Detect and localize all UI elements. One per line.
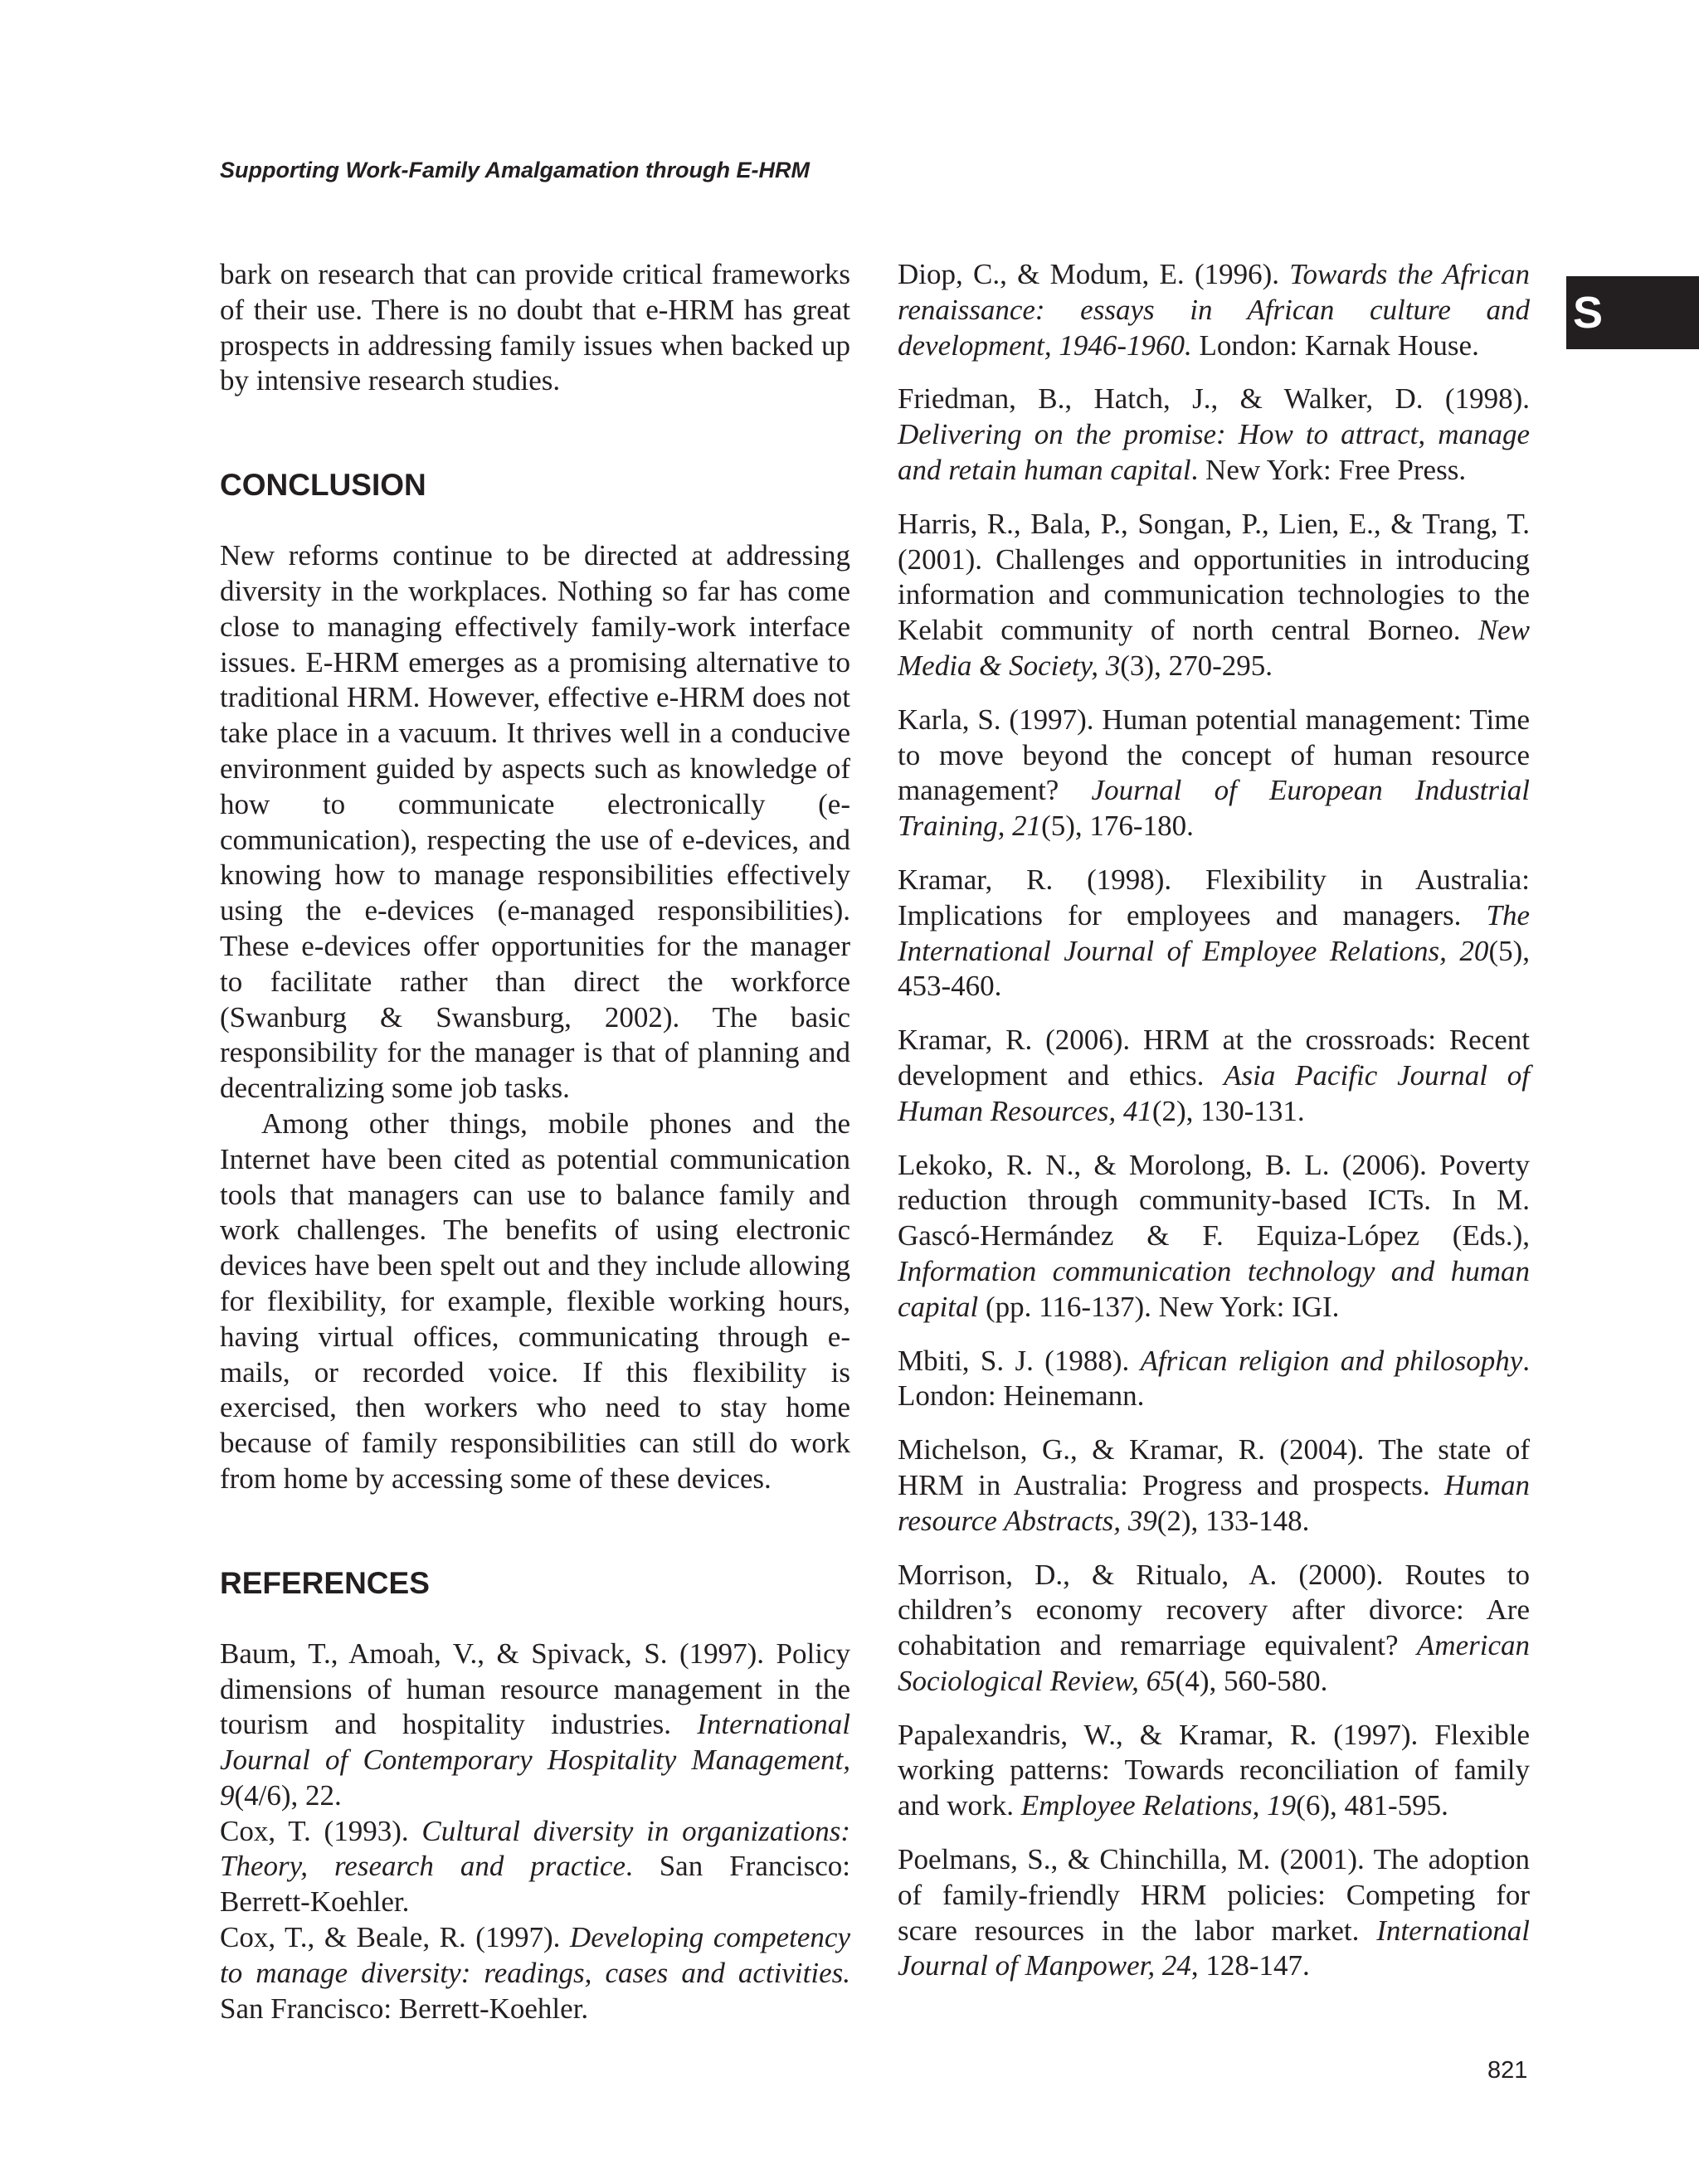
reference-entry: Papalexandris, W., & Kramar, R. (1997). Flexible working patterns: Towards reconciliation of family and work. Employee Relations, 19(6), 481-595. xyxy=(898,1718,1530,1822)
reference-entry: Poelmans, S., & Chinchilla, M. (2001). The adoption of family-friendly HRM policies: Competing for scare resources in the labor market. International Journal of Manpower, 24, 128-147. xyxy=(898,1843,1530,1982)
reference-entry: Cox, T. (1993). Cultural diversity in organizations: Theory, research and practice. San Francisco: Berrett-Koehler. xyxy=(220,1814,851,1919)
conclusion-paragraph-1: New reforms continue to be directed at addressing diversity in the workplaces. Nothing so far has come close to managing effectively family-work interface issues. E-HRM emerges as a promising alternative to traditional HRM. However, effective e-HRM does not take place in a vacuum. It thrives well in a conducive environment guided by aspects such as knowledge of how to communicate electronically (e-communication), respecting the use of e-devices, and knowing how to manage responsibilities effectively using the e-devices (e-managed responsibilities). These e-devices offer opportunities for the manager to facilitate rather than direct the workforce (Swanburg & Swansburg, 2002). The basic responsibility for the manager is that of planning and decentralizing some job tasks. xyxy=(220,539,850,1105)
running-head: Supporting Work-Family Amalgamation through E-HRM xyxy=(220,158,810,182)
reference-entry: Friedman, B., Hatch, J., & Walker, D. (1998). Delivering on the promise: How to attract, manage and retain human capital. New York: Free Press. xyxy=(898,382,1530,486)
references-heading: REFERENCES xyxy=(220,1565,430,1600)
intro-paragraph: bark on research that can provide critical frameworks of their use. There is no doubt that e-HRM has great prospects in addressing family issues when backed up by intensive research studies. xyxy=(220,258,850,397)
left-column xyxy=(220,257,850,2026)
reference-entry: Karla, S. (1997). Human potential management: Time to move beyond the concept of human resource management? Journal of European Industrial Training, 21(5), 176-180. xyxy=(898,703,1530,843)
right-column xyxy=(898,257,1530,2002)
conclusion-heading: CONCLUSION xyxy=(220,468,426,503)
reference-entry: Diop, C., & Modum, E. (1996). Towards the African renaissance: essays in African culture and development, 1946-1960. London: Karnak House. xyxy=(898,258,1530,362)
conclusion-paragraph-2: Among other things, mobile phones and the Internet have been cited as potential communication tools that managers can use to balance family and work challenges. The benefits of using electronic devices have been spelt out and they include allowing for flexibility, for example, flexible working hours, having virtual offices, communicating through e-mails, or recorded voice. If this flexibility is exercised, then workers who need to stay home because of family responsibilities can still do work from home by accessing some of these devices. xyxy=(220,1107,850,1495)
reference-entry: Harris, R., Bala, P., Songan, P., Lien, E., & Trang, T. (2001). Challenges and opportunities in introducing information and communication technologies to the Kelabit community of north central Borneo. New Media & Society, 3(3), 270-295. xyxy=(898,507,1530,682)
reference-entry: Mbiti, S. J. (1988). African religion and philosophy. London: Heinemann. xyxy=(898,1344,1530,1413)
page-number: 821 xyxy=(1487,2057,1528,2084)
reference-entry: Michelson, G., & Kramar, R. (2004). The state of HRM in Australia: Progress and prospects. Human resource Abstracts, 39(2), 133-148. xyxy=(898,1433,1530,1537)
reference-entry: Baum, T., Amoah, V., & Spivack, S. (1997). Policy dimensions of human resource management in the tourism and hospitality industries. International Journal of Contemporary Hospitality Management, 9(4/6), 22. xyxy=(220,1637,850,1812)
reference-entry: Lekoko, R. N., & Morolong, B. L. (2006). Poverty reduction through community-based ICTs. In M. Gascó-Hermández & F. Equiza-López (Eds.), Information communication technology and human capital (pp. 116-137). New York: IGI. xyxy=(898,1148,1530,1323)
reference-entry: Morrison, D., & Ritualo, A. (2000). Routes to children’s economy recovery after divorce: Are cohabitation and remarriage equivalent? American Sociological Review, 65(4), 560-580. xyxy=(898,1558,1530,1697)
reference-entry: Kramar, R. (2006). HRM at the crossroads: Recent development and ethics. Asia Pacific Journal of Human Resources, 41(2), 130-131. xyxy=(898,1024,1530,1127)
reference-entry: Kramar, R. (1998). Flexibility in Australia: Implications for employees and managers. The International Journal of Employee Relations, 20(5), 453-460. xyxy=(898,863,1530,1003)
section-thumb-tab: S xyxy=(1566,276,1699,349)
reference-entry: Cox, T., & Beale, R. (1997). Developing competency to manage diversity: readings, cases and activities. San Francisco: Berrett-Koehler. xyxy=(220,1921,850,2025)
